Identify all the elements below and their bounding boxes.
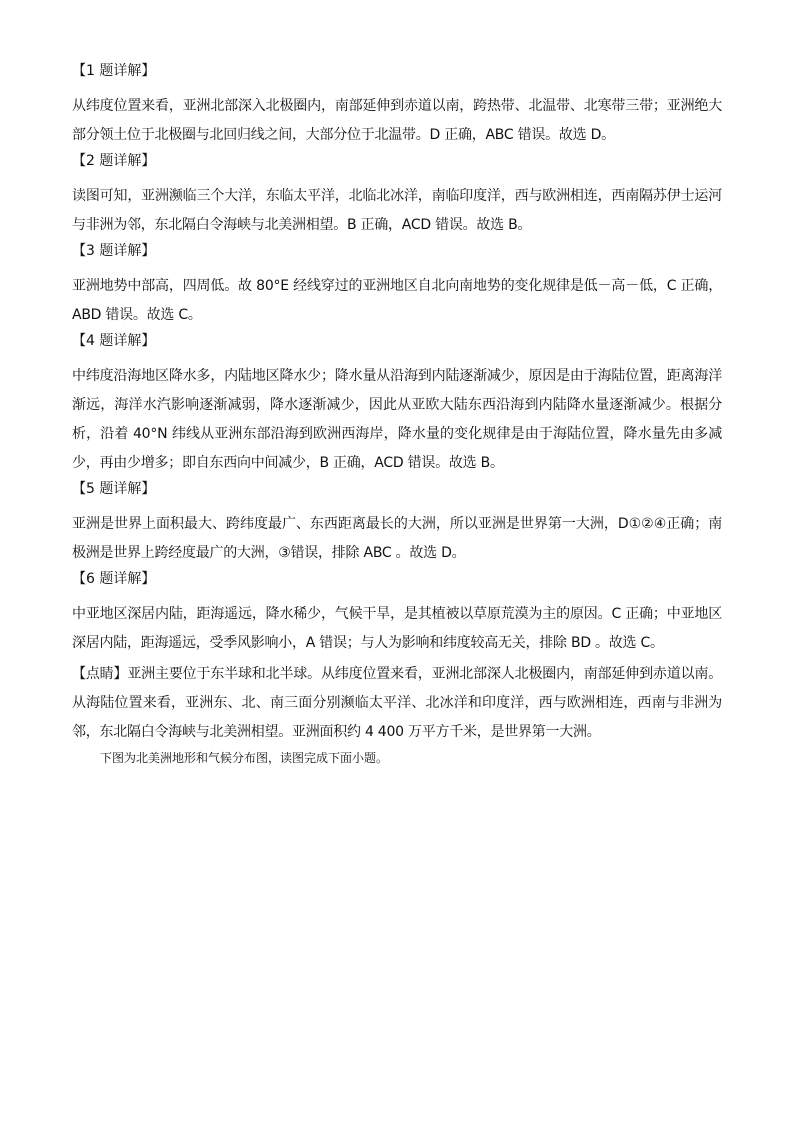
section-body: 从纬度位置来看，亚洲北部深入北极圈内，南部延伸到赤道以南，跨热带、北温带、北寒带三带；亚洲绝大部分领土位于北极圈与北回归线之间，大部分位于北温带。D 正确，ABC 错误。故选 D。 bbox=[72, 98, 722, 143]
answer-section-5 bbox=[72, 480, 722, 568]
answer-section-6 bbox=[72, 570, 722, 658]
section-heading: 【4 题详解】 bbox=[72, 333, 156, 349]
section-heading: 【3 题详解】 bbox=[72, 243, 156, 259]
answer-section-1 bbox=[72, 62, 722, 150]
key-point-label: 【点睛】 bbox=[72, 666, 128, 682]
section-body: 亚洲地势中部高，四周低。故 80°E 经线穿过的亚洲地区自北向南地势的变化规律是低－高－低，C 正确，ABD 错误。故选 C。 bbox=[72, 278, 722, 323]
section-body: 亚洲是世界上面积最大、跨纬度最广、东西距离最长的大洲，所以亚洲是世界第一大洲，D①②④正确；南极洲是世界上跨经度最广的大洲，③错误，排除 ABC 。故选 D。 bbox=[72, 516, 722, 561]
section-heading: 【6 题详解】 bbox=[72, 571, 156, 587]
section-heading: 【1 题详解】 bbox=[72, 63, 156, 79]
key-point-paragraph bbox=[72, 660, 722, 747]
section-body: 中亚地区深居内陆，距海遥远，降水稀少，气候干旱，是其植被以草原荒漠为主的原因。C 正确；中亚地区深居内陆，距海遥远，受季风影响小，A 错误；与人为影响和纬度较高无关，排除 BD 。故选 C。 bbox=[72, 606, 722, 651]
key-point-body: 亚洲主要位于东半球和北半球。从纬度位置来看，亚洲北部深人北极圈内，南部延伸到赤道以南。从海陆位置来看，亚洲东、北、南三面分别濒临太平洋、北冰洋和印度洋，西与欧洲相连，西南与非洲为邻，东北隔白令海峡与北美洲相望。亚洲面积约 4 400 万平方千米，是世界第一大洲。 bbox=[72, 666, 722, 740]
next-question-intro: 下图为北美洲地形和气候分布图，读图完成下面小题。 bbox=[100, 751, 389, 765]
document-page bbox=[72, 62, 722, 769]
section-heading: 【5 题详解】 bbox=[72, 481, 156, 497]
section-body: 中纬度沿海地区降水多，内陆地区降水少；降水量从沿海到内陆逐渐减少，原因是由于海陆位置，距离海洋渐远，海洋水汽影响逐渐减弱，降水逐渐减少，因此从亚欧大陆东西沿海到内陆降水量逐渐减少。根据分析，沿着 40°N 纬线从亚洲东部沿海到欧洲西海岸，降水量的变化规律是由于海陆位置，降水量先由多减少，再由少增多；即自东西向中间减少，B 正确，ACD 错误。故选 B。 bbox=[72, 368, 722, 471]
section-heading: 【2 题详解】 bbox=[72, 153, 156, 169]
answer-section-4 bbox=[72, 332, 722, 478]
answer-section-3 bbox=[72, 242, 722, 330]
section-body: 读图可知，亚洲濒临三个大洋，东临太平洋，北临北冰洋，南临印度洋，西与欧洲相连，西南隔苏伊士运河与非洲为邻，东北隔白令海峡与北美洲相望。B 正确，ACD 错误。故选 B。 bbox=[72, 188, 722, 233]
answer-section-2 bbox=[72, 152, 722, 240]
